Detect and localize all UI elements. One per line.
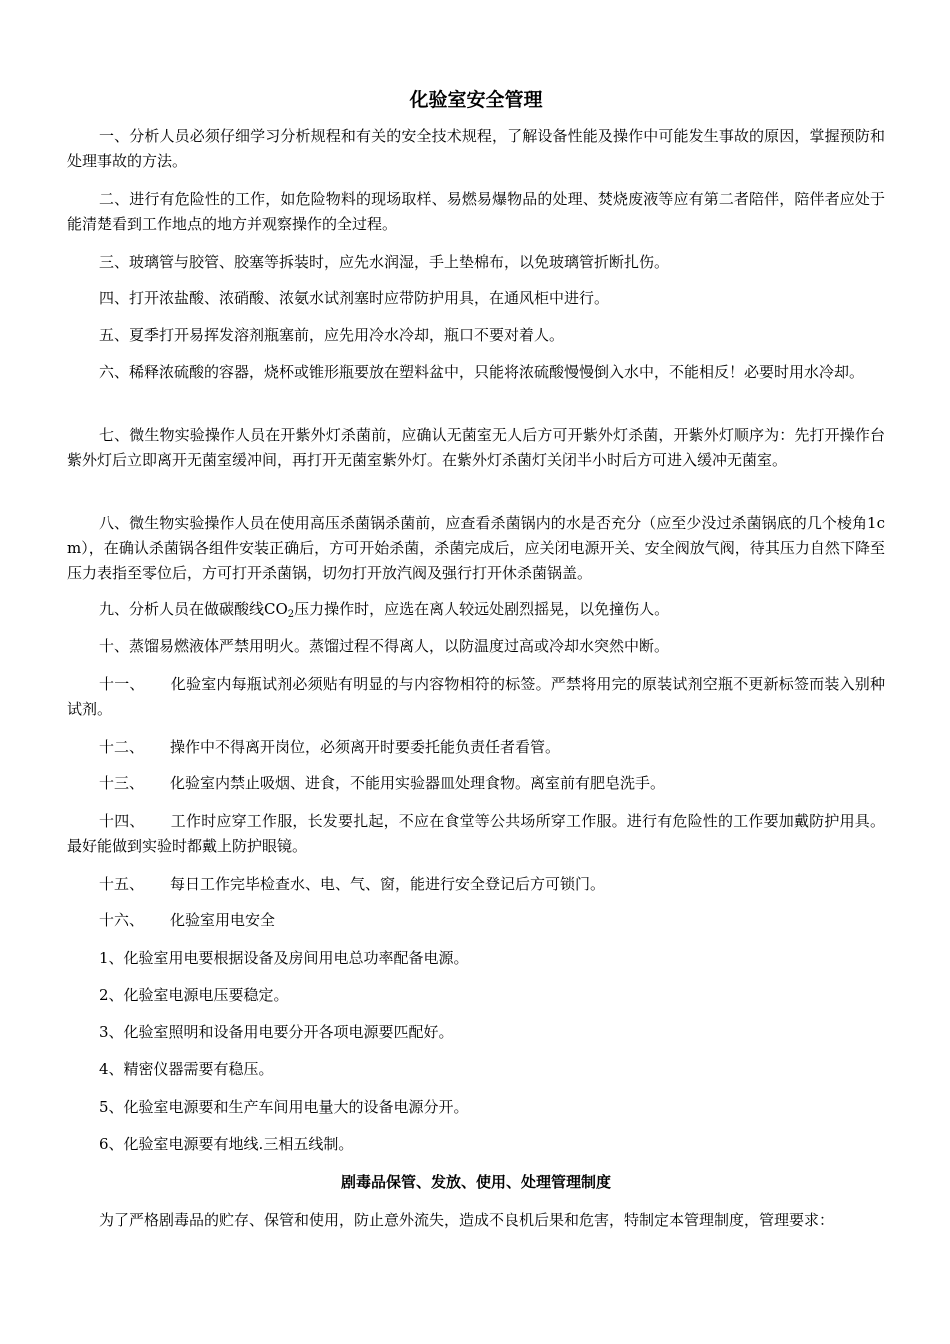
rule-paragraph-16 xyxy=(67,908,885,933)
electric-item-5: 5、化验室电源要和生产车间用电量大的设备电源分开。 xyxy=(99,1098,469,1116)
rule-text: 化验室内禁止吸烟、进食，不能用实验器皿处理食物。离室前有肥皂洗手。 xyxy=(170,774,666,792)
electric-item-2: 2、化验室电源电压要稳定。 xyxy=(99,986,289,1004)
rule-paragraph-2: 二、进行有危险性的工作，如危险物料的现场取样、易燃易爆物品的处理、焚烧废液等应有第二者陪伴，陪伴者应处于能清楚看到工作地点的地方并观察操作的全过程。 xyxy=(67,190,885,233)
rule-text: 工作时应穿工作服，长发要扎起，不应在食堂等公共场所穿工作服。进行有危险性的工作要加戴防护用具。最好能做到实验时都戴上防护眼镜。 xyxy=(67,812,885,855)
rule-paragraph-6: 六、稀释浓硫酸的容器，烧杯或锥形瓶要放在塑料盆中，只能将浓硫酸慢慢倒入水中，不能相反！必要时用水冷却。 xyxy=(99,363,865,381)
rule-paragraph-13 xyxy=(67,771,885,796)
rule-paragraph-11 xyxy=(67,672,885,722)
rule-number: 十四、 xyxy=(99,812,145,830)
rule-paragraph-5: 五、夏季打开易挥发溶剂瓶塞前，应先用冷水冷却，瓶口不要对着人。 xyxy=(99,326,565,344)
rule-paragraph-12 xyxy=(67,735,885,760)
rule-paragraph-9 xyxy=(67,597,885,622)
rule-paragraph-14 xyxy=(67,809,885,859)
rule-paragraph-4: 四、打开浓盐酸、浓硝酸、浓氨水试剂塞时应带防护用具，在通风柜中进行。 xyxy=(99,289,610,307)
rule-number: 十六、 xyxy=(99,911,145,929)
rule-9-text-after: 压力操作时，应选在离人较远处剧烈摇晃，以免撞伤人。 xyxy=(294,600,670,618)
rule-paragraph-1: 一、分析人员必须仔细学习分析规程和有关的安全技术规程，了解设备性能及操作中可能发生事故的原因，掌握预防和处理事故的方法。 xyxy=(67,127,885,170)
section-subtitle: 剧毒品保管、发放、使用、处理管理制度 xyxy=(340,1173,611,1191)
electric-item-1: 1、化验室用电要根据设备及房间用电总功率配备电源。 xyxy=(99,949,469,967)
rule-paragraph-3: 三、玻璃管与胶管、胶塞等拆装时，应先水润湿，手上垫棉布，以免玻璃管折断扎伤。 xyxy=(99,253,670,271)
rule-number: 十三、 xyxy=(99,774,145,792)
rule-text: 每日工作完毕检查水、电、气、窗，能进行安全登记后方可锁门。 xyxy=(170,875,606,893)
rule-paragraph-8: 八、微生物实验操作人员在使用高压杀菌锅杀菌前，应查看杀菌锅内的水是否充分（应至少没过杀菌锅底的几个棱角1cm），在确认杀菌锅各组件安装正确后，方可开始杀菌，杀菌完成后，应关闭电源开关、安全阀放气阀，待其压力自然下降至压力表指至零位后，方可打开杀菌锅，切勿打开放汽阀及强行打开休杀菌锅盖。 xyxy=(67,514,885,582)
electric-item-6: 6、化验室电源要有地线.三相五线制。 xyxy=(99,1135,354,1153)
rule-number: 十一、 xyxy=(99,675,145,693)
rule-paragraph-10: 十、蒸馏易燃液体严禁用明火。蒸馏过程不得离人，以防温度过高或冷却水突然中断。 xyxy=(99,637,670,655)
rule-number: 十二、 xyxy=(99,738,145,756)
rule-text: 化验室用电安全 xyxy=(170,911,276,929)
rule-text: 化验室内每瓶试剂必须贴有明显的与内容物相符的标签。严禁将用完的原装试剂空瓶不更新标签而装入别种试剂。 xyxy=(67,675,885,718)
intro-paragraph: 为了严格剧毒品的贮存、保管和使用，防止意外流失，造成不良机后果和危害，特制定本管理制度，管理要求： xyxy=(99,1211,835,1229)
electric-item-4: 4、精密仪器需要有稳压。 xyxy=(99,1060,274,1078)
document-title: 化验室安全管理 xyxy=(409,89,543,111)
electric-item-3: 3、化验室照明和设备用电要分开各项电源要匹配好。 xyxy=(99,1023,454,1041)
rule-paragraph-7: 七、微生物实验操作人员在开紫外灯杀菌前，应确认无菌室无人后方可开紫外灯杀菌，开紫外灯顺序为：先打开操作台紫外灯后立即离开无菌室缓冲间，再打开无菌室紫外灯。在紫外灯杀菌灯关闭半小时后方可进入缓冲无菌室。 xyxy=(67,426,885,469)
rule-9-text-before: 九、分析人员在做碳酸线CO xyxy=(99,600,288,618)
rule-9-subscript: 2 xyxy=(287,609,295,620)
rule-number: 十五、 xyxy=(99,875,145,893)
rule-text: 操作中不得离开岗位，必须离开时要委托能负责任者看管。 xyxy=(170,738,561,756)
rule-paragraph-15 xyxy=(67,872,885,897)
